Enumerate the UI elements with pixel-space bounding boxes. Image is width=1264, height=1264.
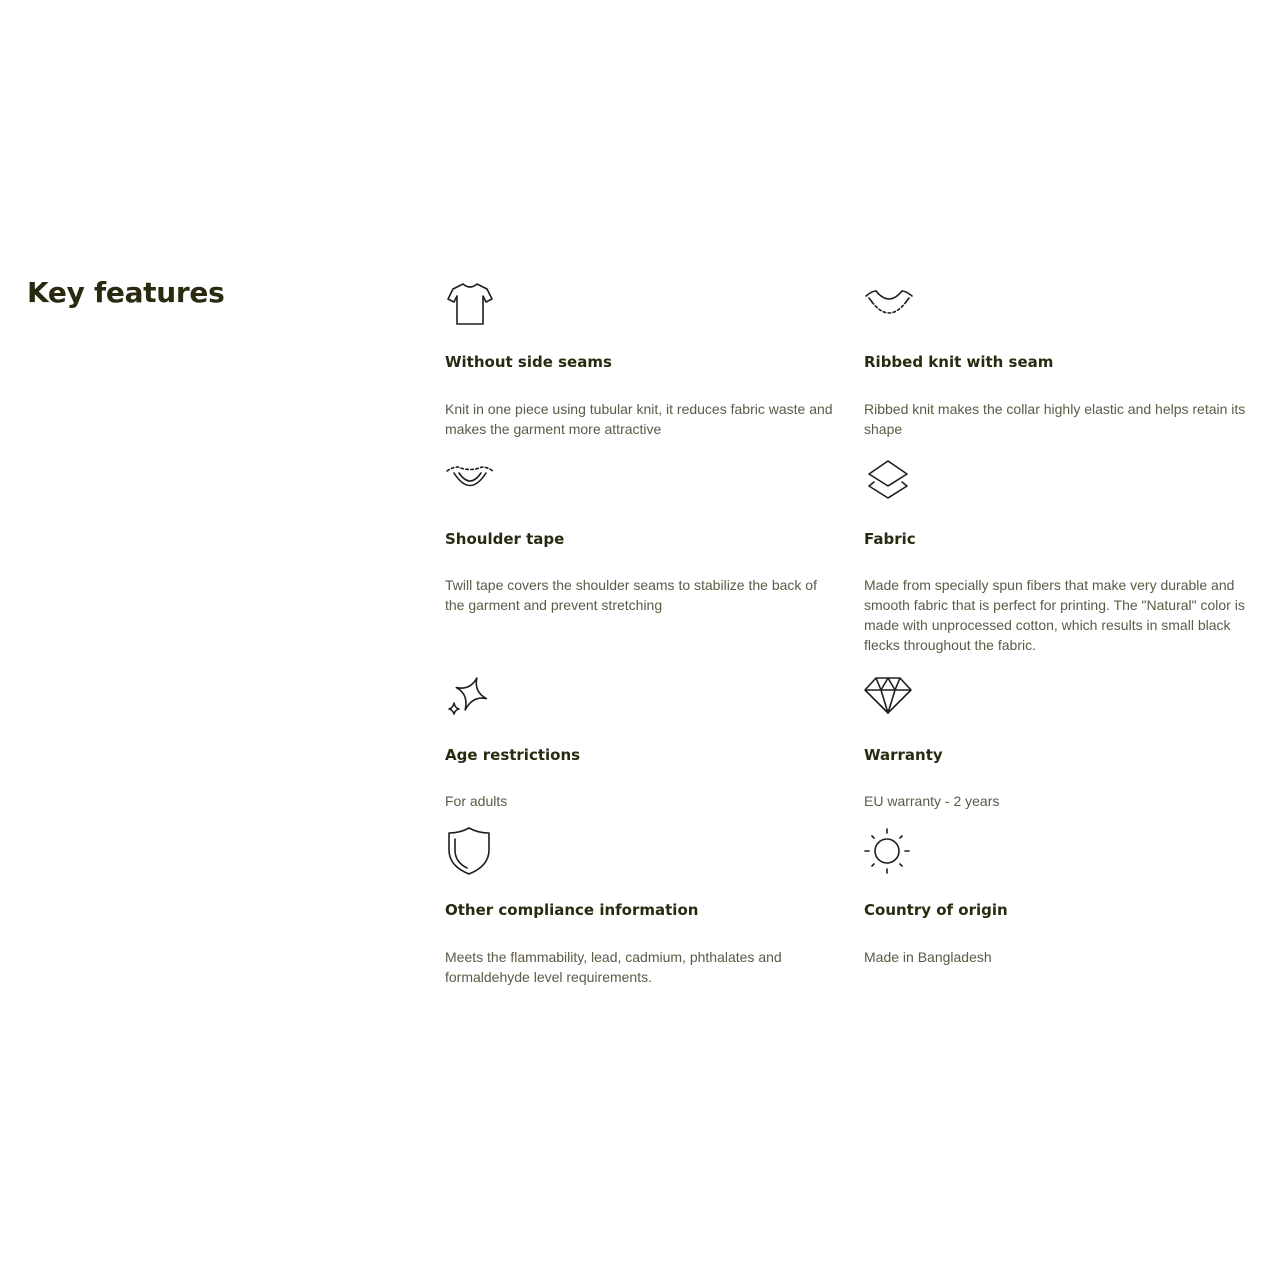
feature-description: Knit in one piece using tubular knit, it reduces fabric waste and makes the garment more attractive	[445, 401, 833, 437]
feature-description: Meets the flammability, lead, cadmium, phthalates and formaldehyde level requirements.	[445, 949, 782, 985]
feature-description: Ribbed knit makes the collar highly elastic and helps retain its shape	[864, 401, 1246, 437]
feature-description: Made from specially spun fibers that make very durable and smooth fabric that is perfect for printing. The "Natural" color is made with unprocessed cotton, which results in small black flecks throughout the fabric.	[864, 577, 1245, 653]
feature-title: Warranty	[864, 746, 943, 764]
feature-title: Fabric	[864, 530, 916, 548]
feature-item	[445, 826, 835, 986]
feature-description: EU warranty - 2 years	[864, 793, 1000, 809]
feature-description: For adults	[445, 793, 508, 809]
tshirt-icon	[445, 280, 495, 330]
feature-title: Ribbed knit with seam	[864, 353, 1054, 371]
feature-title: Country of origin	[864, 901, 1008, 919]
shield-icon	[445, 826, 495, 876]
feature-description: Twill tape covers the shoulder seams to stabilize the back of the garment and prevent stretching	[445, 577, 817, 613]
diamond-icon	[864, 673, 914, 723]
section-title: Key features	[27, 276, 225, 309]
ribbed-collar-icon	[864, 280, 914, 330]
fabric-layers-icon	[864, 458, 914, 508]
feature-title: Without side seams	[445, 353, 612, 371]
feature-title: Age restrictions	[445, 746, 581, 764]
feature-description: Made in Bangladesh	[864, 949, 992, 965]
shoulder-tape-icon	[445, 458, 495, 508]
feature-title: Other compliance information	[445, 901, 699, 919]
feature-item	[864, 458, 1254, 658]
sun-icon	[864, 826, 914, 876]
sparkle-icon	[445, 673, 495, 723]
feature-title: Shoulder tape	[445, 530, 565, 548]
feature-item	[445, 280, 835, 440]
feature-item	[445, 458, 835, 618]
feature-item	[864, 673, 1254, 813]
feature-item	[864, 826, 1254, 986]
feature-item	[864, 280, 1254, 440]
feature-item	[445, 673, 835, 813]
